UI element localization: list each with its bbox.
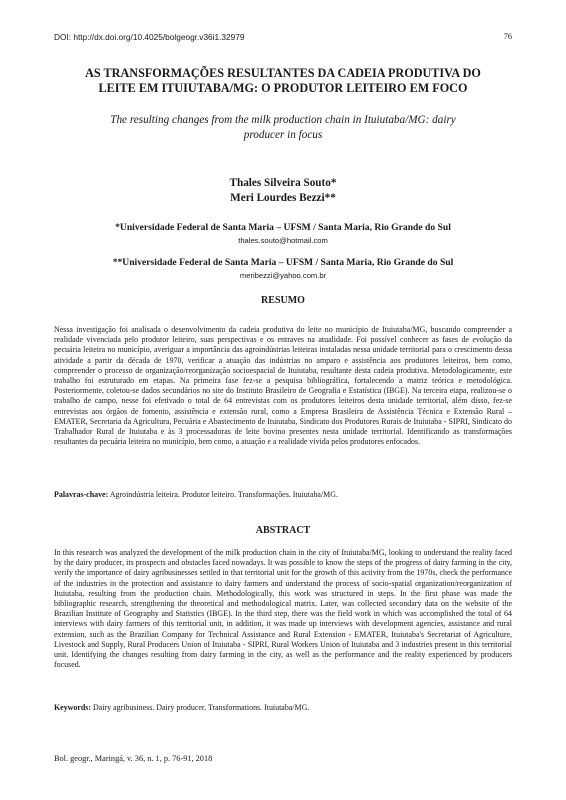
affiliation-institution: *Universidade Federal de Santa Maria – UFSM / Santa Maria, Rio Grande do Sul (115, 222, 451, 233)
title-line-1: AS TRANSFORMAÇÕES RESULTANTES DA CADEIA PRODUTIVA DO (85, 66, 481, 80)
affiliation-1 (54, 222, 512, 246)
resumo-text: Nessa investigação foi analisada o desenvolvimento da cadeia produtiva do leite no município de Ituiutaba/MG, buscando compreender a realidade vivenciada pelo produtor leiteiro, suas perspectivas e os entraves na atualidade. Foi possível conhecer as fases de evolução da pecuária leiteira no município, averiguar a importância das agroindústrias leiteiras instaladas nessa unidade territorial para o crescimento dessa atividade a partir da década de 1970, verificar a atuação das indústrias no amparo e assistência aos produtores leiteiros, bem como, compreender o processo de organização/reorganização socioespacial de Ituiutaba, resultante desta cadeia produtiva. Metodologicamente, este trabalho foi estruturado em etapas. Na primeira fase fez-se a pesquisa bibliográfica, fortalecendo a matriz teórica e metodológica. Posteriormente, coletou-se dados secundários no site do Instituto Brasileiro de Geografia e Estatística (IBGE). Na terceira etapa, realizou-se o trabalho de campo, nesse foi efetivado o total de 64 entrevistas com os produtores leiteiros desta unidade territorial, além disso, fez-se entrevistas aos órgãos de fomento, assistência e extensão rural, como a Empresa Brasileira de Assistência Técnica e Extensão Rural – EMATER, Secretaria da Agricultura, Pecuária e Abastecimento de Ituiutaba, Sindicato dos Produtores Rurais de Ituiutaba - SIPRI, Sindicato do Trabalhador Rural de Ituiutaba e às 3 processadoras de leite bovino presentes nesta unidade territorial. Identificando as transformações resultantes da pecuária leiteira no município, bem como, a atuação e a realidade vivida pelos produtores enfocados. (54, 325, 512, 447)
title-line-2: LEITE EM ITUIUTABA/MG: O PRODUTOR LEITEIRO EM FOCO (98, 81, 468, 95)
article-title (54, 66, 512, 96)
palavras-chave (54, 490, 512, 500)
affiliation-email[interactable]: thales.souto@hotmail.com (238, 236, 328, 245)
keywords-label: Keywords: (54, 703, 92, 712)
article-subtitle (90, 113, 476, 143)
keywords-values: Dairy agribusiness. Dairy producer. Transformations. Ituiutaba/MG. (93, 703, 310, 712)
author-2: Meri Lourdes Bezzi** (230, 192, 336, 204)
page-number: 76 (503, 32, 512, 41)
affiliation-2 (54, 257, 512, 281)
author-1: Thales Silveira Souto* (229, 177, 337, 189)
palavras-chave-values: Agroindústria leiteira. Produtor leiteiro. Transformações. Ituiutaba/MG. (109, 490, 338, 499)
affiliation-institution: **Universidade Federal de Santa Maria – UFSM / Santa Maria, Rio Grande do Sul (112, 257, 454, 268)
keywords (54, 703, 512, 713)
page-footer: Bol. geogr., Maringá, v. 36, n. 1, p. 76-91, 2018 (54, 754, 213, 763)
abstract-text: In this research was analyzed the development of the milk production chain in the city of Ituiutaba/MG, looking to understand the reality faced by the dairy producer, its prospects and obstacles faced nowadays. It was possible to know the steps of the progress of dairy farming in the city, verify the importance of dairy agribusinesses settled in that territorial unit for the growth of this activity from the 1970s, check the performance of the industries in the protection and assistance to dairy farmers and understand the process of socio-spatial organization/reorganization of Ituiutaba, resulting from the production chain. Methodologically, this work was structured in steps. In the first phase was made the bibliographic research, strengthening the theoretical and methodological matrix. Later, was collected secondary data on the website of the Brazilian Institute of Geography and Statistics (IBGE). In the third step, there was the field work in which was accomplished the total of 64 interviews with dairy farmers of this territorial unit, in addition, it was made up interviews with development agencies, assistance and rural extension, such as the Brazilian Company for Technical Assistance and Rural Extension - EMATER, Ituiutaba's Secretariat of Agriculture, Livestock and Supply, Rural Producers Union of Ituiutaba - SIPRI, Rural Workers Union of Ituiutaba and 3 industries present in this territorial unit. Identifying the changes resulting from dairy farming in the city, as well as the performance and the reality experienced by producers focused. (54, 548, 512, 670)
affiliation-email[interactable]: meribezzi@yahoo.com.br (239, 271, 327, 280)
abstract-heading: ABSTRACT (255, 525, 311, 536)
subtitle-line-1: The resulting changes from the milk production chain in Ituiutaba/MG: dairy (110, 114, 456, 126)
resumo-heading: RESUMO (261, 295, 305, 306)
palavras-chave-label: Palavras-chave: (54, 490, 109, 499)
doi-link[interactable]: DOI: http://dx.doi.org/10.4025/bolgeogr.v36i1.32979 (54, 32, 245, 42)
page-header (54, 32, 512, 42)
author-list (54, 176, 512, 206)
subtitle-line-2: producer in focus (243, 129, 323, 141)
